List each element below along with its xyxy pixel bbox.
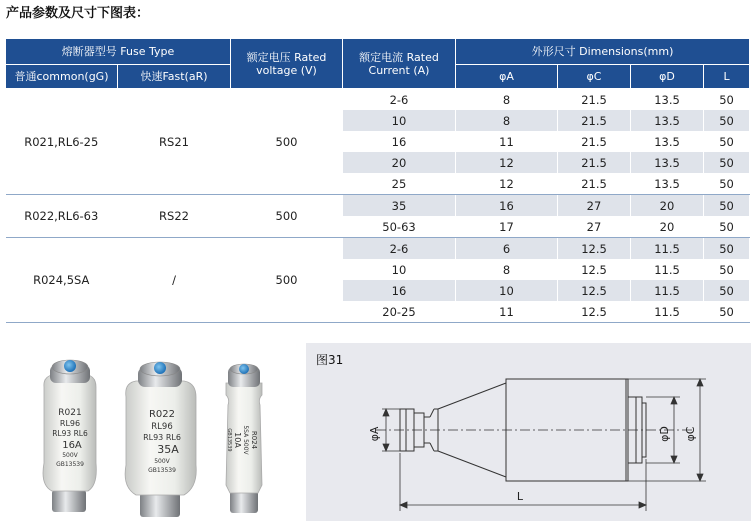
common-model: R024,5SA	[6, 238, 118, 323]
phi-a-cell: 8	[456, 110, 558, 131]
phi-d-cell: 11.5	[631, 280, 704, 301]
phi-d-cell: 13.5	[631, 131, 704, 152]
phi-c-cell: 21.5	[558, 131, 631, 152]
page-title: 产品参数及尺寸下图表：	[6, 6, 150, 21]
phi-d-cell: 11.5	[631, 301, 704, 323]
fuse-label-line: RL96	[59, 419, 81, 428]
phi-d-cell: 20	[631, 195, 704, 217]
header-phi-a: φA	[456, 65, 558, 89]
fuse-r021	[43, 360, 96, 512]
l-cell: 50	[704, 280, 750, 301]
fuse-label-line: 5SA 500V	[242, 425, 249, 455]
l-cell: 50	[704, 173, 750, 195]
current-cell: 10	[343, 259, 456, 280]
current-cell: 2-6	[343, 89, 456, 111]
phi-d-cell: 13.5	[631, 152, 704, 173]
fuse-r022	[125, 362, 196, 517]
current-cell: 25	[343, 173, 456, 195]
phi-d-cell: 13.5	[631, 89, 704, 111]
header-voltage: 额定电压 Rated voltage (V)	[231, 39, 343, 89]
fuse-label-line: 500V	[154, 458, 170, 465]
header-l: L	[704, 65, 750, 89]
header-phi-d: φD	[631, 65, 704, 89]
phi-c-cell: 21.5	[558, 152, 631, 173]
header-fast: 快速Fast(aR)	[118, 65, 231, 89]
l-cell: 50	[704, 301, 750, 323]
current-cell: 20	[343, 152, 456, 173]
current-cell: 50-63	[343, 216, 456, 238]
phi-a-cell: 17	[456, 216, 558, 238]
phi-a-cell: 12	[456, 152, 558, 173]
phi-c-cell: 27	[558, 216, 631, 238]
table-row	[6, 195, 750, 217]
current-cell: 16	[343, 280, 456, 301]
l-cell: 50	[704, 131, 750, 152]
voltage-value: 500	[231, 195, 343, 238]
table-row	[6, 238, 750, 260]
phi-a-cell: 16	[456, 195, 558, 217]
fast-model: RS21	[118, 89, 231, 195]
fuse-label-line: RL93 RL6	[52, 429, 88, 438]
phi-a-cell: 6	[456, 238, 558, 260]
dim-d-label: φD	[658, 426, 671, 442]
voltage-value: 500	[231, 238, 343, 323]
l-cell: 50	[704, 195, 750, 217]
l-cell: 50	[704, 216, 750, 238]
header-common: 普通common(gG)	[6, 65, 118, 89]
phi-d-cell: 11.5	[631, 259, 704, 280]
fuse-label-line: R021	[58, 408, 82, 418]
fuse-label-line: 10A	[233, 432, 242, 448]
current-cell: 20-25	[343, 301, 456, 323]
fuse-label-line: R024	[250, 430, 258, 450]
fuse-label-line: GB13539	[148, 467, 176, 474]
phi-d-cell: 11.5	[631, 238, 704, 260]
current-cell: 16	[343, 131, 456, 152]
current-cell: 35	[343, 195, 456, 217]
fuse-label-line: RL96	[151, 422, 173, 432]
fuse-label-line: R022	[148, 409, 176, 420]
phi-a-cell: 11	[456, 301, 558, 323]
header-fuse-type: 熔断器型号 Fuse Type	[6, 39, 231, 65]
header-current: 额定电流 Rated Current (A)	[343, 39, 456, 89]
phi-c-cell: 27	[558, 195, 631, 217]
common-model: R022,RL6-63	[6, 195, 118, 238]
fuse-label-line: GB13539	[56, 461, 84, 468]
diagram-label: 图31	[316, 353, 344, 367]
phi-c-cell: 21.5	[558, 110, 631, 131]
common-model: R021,RL6-25	[6, 89, 118, 195]
dim-c-label: φC	[684, 426, 697, 442]
fast-model: RS22	[118, 195, 231, 238]
phi-c-cell: 12.5	[558, 280, 631, 301]
fuse-label-line: GB13539	[226, 428, 232, 452]
fuse-r024	[226, 364, 262, 513]
phi-c-cell: 21.5	[558, 173, 631, 195]
phi-c-cell: 12.5	[558, 301, 631, 323]
table-row	[6, 89, 750, 111]
fuse-label-line: 35A	[157, 443, 179, 456]
fast-model: /	[118, 238, 231, 323]
dim-l-label: L	[516, 490, 524, 503]
phi-c-cell: 21.5	[558, 89, 631, 111]
dimension-diagram	[306, 343, 751, 521]
fuse-label-line: 16A	[62, 440, 82, 451]
phi-a-cell: 11	[456, 131, 558, 152]
phi-c-cell: 12.5	[558, 259, 631, 280]
phi-d-cell: 13.5	[631, 173, 704, 195]
phi-d-cell: 20	[631, 216, 704, 238]
spec-table	[5, 38, 750, 323]
dim-a-label: φA	[368, 426, 381, 442]
current-cell: 2-6	[343, 238, 456, 260]
l-cell: 50	[704, 238, 750, 260]
header-phi-c: φC	[558, 65, 631, 89]
phi-c-cell: 12.5	[558, 238, 631, 260]
l-cell: 50	[704, 110, 750, 131]
product-photo	[22, 345, 290, 520]
l-cell: 50	[704, 152, 750, 173]
phi-d-cell: 13.5	[631, 110, 704, 131]
l-cell: 50	[704, 259, 750, 280]
l-cell: 50	[704, 89, 750, 111]
fuse-label-line: 500V	[62, 452, 78, 459]
current-cell: 10	[343, 110, 456, 131]
phi-a-cell: 8	[456, 89, 558, 111]
header-dimensions: 外形尺寸 Dimensions(mm)	[456, 39, 750, 65]
phi-a-cell: 10	[456, 280, 558, 301]
fuse-label-line: RL93 RL6	[143, 433, 181, 442]
voltage-value: 500	[231, 89, 343, 195]
phi-a-cell: 8	[456, 259, 558, 280]
phi-a-cell: 12	[456, 173, 558, 195]
